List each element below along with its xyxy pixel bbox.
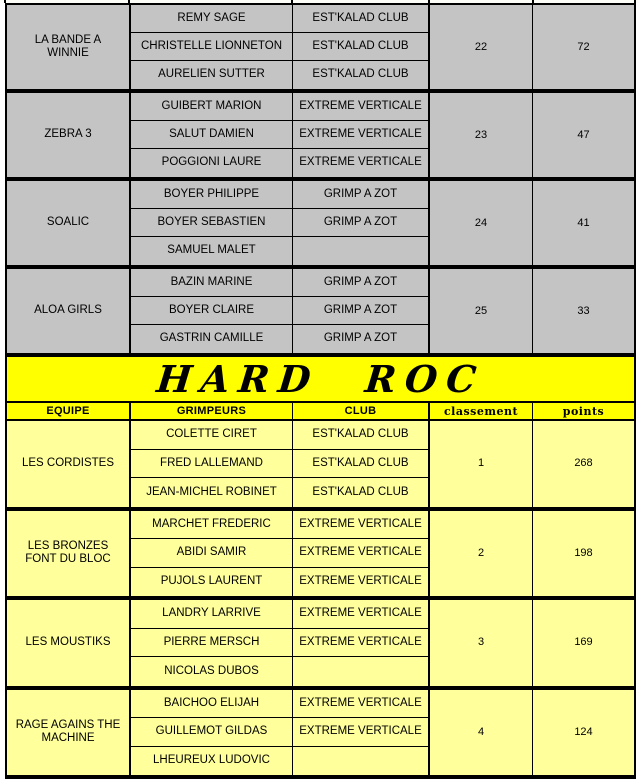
points-cell: 47: [533, 93, 634, 177]
classement-cell: 23: [430, 93, 533, 177]
climber-name-cell: LHEUREUX LUDOVIC: [131, 747, 293, 776]
club-cell: EST'KALAD CLUB: [293, 61, 430, 89]
climber-name-cell: GASTRIN CAMILLE: [131, 325, 293, 353]
points-cell: 268: [533, 421, 634, 507]
climber-name-cell: AURELIEN SUTTER: [131, 61, 293, 89]
club-cell: GRIMP A ZOT: [293, 181, 430, 209]
team-name-cell: RAGE AGAINS THE MACHINE: [7, 690, 131, 776]
club-cell: [293, 747, 430, 776]
points-cell: 72: [533, 5, 634, 89]
climber-name-cell: GUIBERT MARION: [131, 93, 293, 121]
classement-cell: 1: [430, 421, 533, 507]
team-block: [5, 511, 636, 601]
points-cell: 198: [533, 511, 634, 597]
club-cell: GRIMP A ZOT: [293, 325, 430, 353]
climber-name-cell: BOYER PHILIPPE: [131, 181, 293, 209]
team-block: [5, 93, 636, 181]
header-classement: classement: [430, 403, 533, 419]
team-name-cell: SOALIC: [7, 181, 131, 265]
climber-name-cell: SALUT DAMIEN: [131, 121, 293, 149]
team-name-cell: LA BANDE A WINNIE: [7, 5, 131, 89]
points-cell: 33: [533, 269, 634, 353]
points-cell: 41: [533, 181, 634, 265]
section-banner: [5, 357, 636, 403]
header-grimpeurs: GRIMPEURS: [131, 403, 293, 419]
club-cell: [293, 237, 430, 265]
column-header-row: [5, 403, 636, 421]
classement-cell: 3: [430, 600, 533, 686]
team-block: [5, 421, 636, 511]
club-cell: EST'KALAD CLUB: [293, 33, 430, 61]
climber-name-cell: BAZIN MARINE: [131, 269, 293, 297]
classement-cell: 24: [430, 181, 533, 265]
classement-cell: 4: [430, 690, 533, 776]
club-cell: GRIMP A ZOT: [293, 209, 430, 237]
header-equipe: EQUIPE: [7, 403, 131, 419]
team-block: [5, 3, 636, 93]
club-cell: EXTREME VERTICALE: [293, 568, 430, 597]
climber-name-cell: MARCHET FREDERIC: [131, 511, 293, 540]
points-cell: 169: [533, 600, 634, 686]
team-block: [5, 600, 636, 690]
climber-name-cell: BOYER CLAIRE: [131, 297, 293, 325]
header-points: points: [533, 403, 634, 419]
table-area: [5, 3, 636, 779]
sheet-edge-strip: [0, 0, 638, 3]
club-cell: EXTREME VERTICALE: [293, 690, 430, 719]
climber-name-cell: ABIDI SAMIR: [131, 539, 293, 568]
climber-name-cell: FRED LALLEMAND: [131, 450, 293, 479]
team-block: [5, 181, 636, 269]
club-cell: GRIMP A ZOT: [293, 269, 430, 297]
climber-name-cell: COLETTE CIRET: [131, 421, 293, 450]
club-cell: EXTREME VERTICALE: [293, 718, 430, 747]
team-name-cell: LES CORDISTES: [7, 421, 131, 507]
climber-name-cell: CHRISTELLE LIONNETON: [131, 33, 293, 61]
classement-cell: 2: [430, 511, 533, 597]
club-cell: EXTREME VERTICALE: [293, 600, 430, 629]
club-cell: EXTREME VERTICALE: [293, 121, 430, 149]
climber-name-cell: PIERRE MERSCH: [131, 629, 293, 658]
club-cell: EXTREME VERTICALE: [293, 511, 430, 540]
climber-name-cell: NICOLAS DUBOS: [131, 657, 293, 686]
team-block: [5, 690, 636, 780]
climber-name-cell: SAMUEL MALET: [131, 237, 293, 265]
club-cell: EXTREME VERTICALE: [293, 629, 430, 658]
climber-name-cell: JEAN-MICHEL ROBINET: [131, 478, 293, 507]
club-cell: EXTREME VERTICALE: [293, 539, 430, 568]
club-cell: GRIMP A ZOT: [293, 297, 430, 325]
climber-name-cell: REMY SAGE: [131, 5, 293, 33]
club-cell: [293, 657, 430, 686]
club-cell: EST'KALAD CLUB: [293, 421, 430, 450]
classement-cell: 25: [430, 269, 533, 353]
climber-name-cell: PUJOLS LAURENT: [131, 568, 293, 597]
team-block: [5, 269, 636, 357]
header-club: CLUB: [293, 403, 430, 419]
team-name-cell: LES BRONZES FONT DU BLOC: [7, 511, 131, 597]
classement-cell: 22: [430, 5, 533, 89]
club-cell: EST'KALAD CLUB: [293, 478, 430, 507]
climber-name-cell: BAICHOO ELIJAH: [131, 690, 293, 719]
climber-name-cell: POGGIONI LAURE: [131, 149, 293, 177]
climber-name-cell: BOYER SEBASTIEN: [131, 209, 293, 237]
climber-name-cell: LANDRY LARRIVE: [131, 600, 293, 629]
section-title: HARD ROC: [154, 357, 487, 401]
club-cell: EST'KALAD CLUB: [293, 450, 430, 479]
club-cell: EXTREME VERTICALE: [293, 149, 430, 177]
climber-name-cell: GUILLEMOT GILDAS: [131, 718, 293, 747]
team-name-cell: ZEBRA 3: [7, 93, 131, 177]
club-cell: EST'KALAD CLUB: [293, 5, 430, 33]
team-name-cell: ALOA GIRLS: [7, 269, 131, 353]
team-name-cell: LES MOUSTIKS: [7, 600, 131, 686]
club-cell: EXTREME VERTICALE: [293, 93, 430, 121]
points-cell: 124: [533, 690, 634, 776]
